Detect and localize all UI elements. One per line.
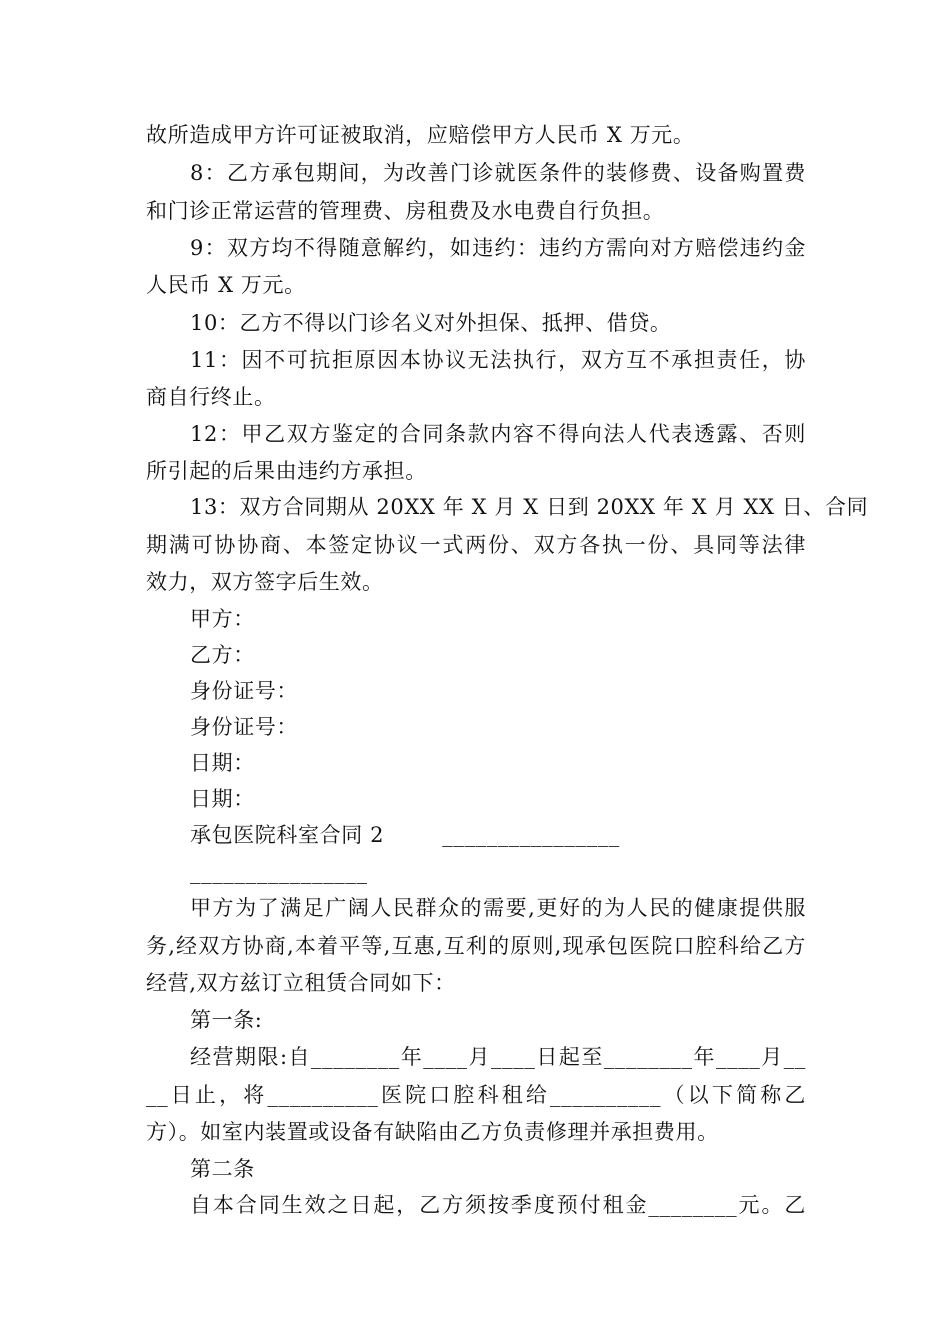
date-label: 日期： — [190, 751, 255, 775]
text-line: 方）。如室内装置或设备有缺陷由乙方负责修理并承担费用。 — [146, 1120, 719, 1144]
blank-line: ________________ — [190, 860, 368, 884]
text-line: 效力，双方签字后生效。 — [146, 570, 384, 594]
section-title: 承包医院科室合同 2 ________________ — [190, 823, 620, 847]
date-label: 日期： — [190, 787, 255, 811]
text-line: 所引起的后果由违约方承担。 — [146, 459, 427, 483]
id-number-label: 身份证号： — [190, 679, 298, 703]
text-line: 故所造成甲方许可证被取消，应赔偿甲方人民币 X 万元。 — [146, 123, 695, 147]
article-heading: 第一条: — [190, 1008, 263, 1032]
text-line: 和门诊正常运营的管理费、房租费及水电费自行负担。 — [146, 199, 665, 223]
text-line: 经营,双方兹订立租赁合同如下： — [146, 971, 456, 995]
text-line: 自本合同生效之日起，乙方须按季度预付租金________元。乙 — [190, 1193, 806, 1217]
text-line: __日止，将__________医院口腔科租给__________（以下简称乙 — [146, 1083, 806, 1107]
text-line: 商自行终止。 — [146, 385, 276, 409]
text-line: 12：甲乙双方鉴定的合同条款内容不得向法人代表透露、否则 — [190, 422, 806, 446]
text-line: 期满可协协商、本签定协议一式两份、双方各执一份、具同等法律 — [146, 533, 806, 557]
text-line: 经营期限:自________年____月____日起至________年____月__ — [190, 1045, 806, 1069]
text-line: 13：双方合同期从 20XX 年 X 月 X 日到 20XX 年 X 月 XX 日、合同 — [190, 495, 869, 519]
signature-party-a: 甲方： — [190, 607, 255, 631]
text-line: 11：因不可抗拒原因本协议无法执行，双方互不承担责任，协 — [190, 348, 806, 372]
text-line: 务,经双方协商,本着平等,互惠,互利的原则,现承包医院口腔科给乙方 — [146, 934, 806, 958]
text-line: 10：乙方不得以门诊名义对外担保、抵押、借贷。 — [190, 311, 672, 335]
article-heading: 第二条 — [190, 1157, 255, 1181]
text-line: 8：乙方承包期间，为改善门诊就医条件的装修费、设备购置费 — [190, 161, 806, 185]
text-line: 人民币 X 万元。 — [146, 273, 306, 297]
signature-party-b: 乙方： — [190, 643, 255, 667]
id-number-label: 身份证号： — [190, 715, 298, 739]
text-line: 9：双方均不得随意解约，如违约：违约方需向对方赔偿违约金 — [190, 236, 806, 260]
text-line: 甲方为了满足广阔人民群众的需要,更好的为人民的健康提供服 — [190, 896, 806, 920]
